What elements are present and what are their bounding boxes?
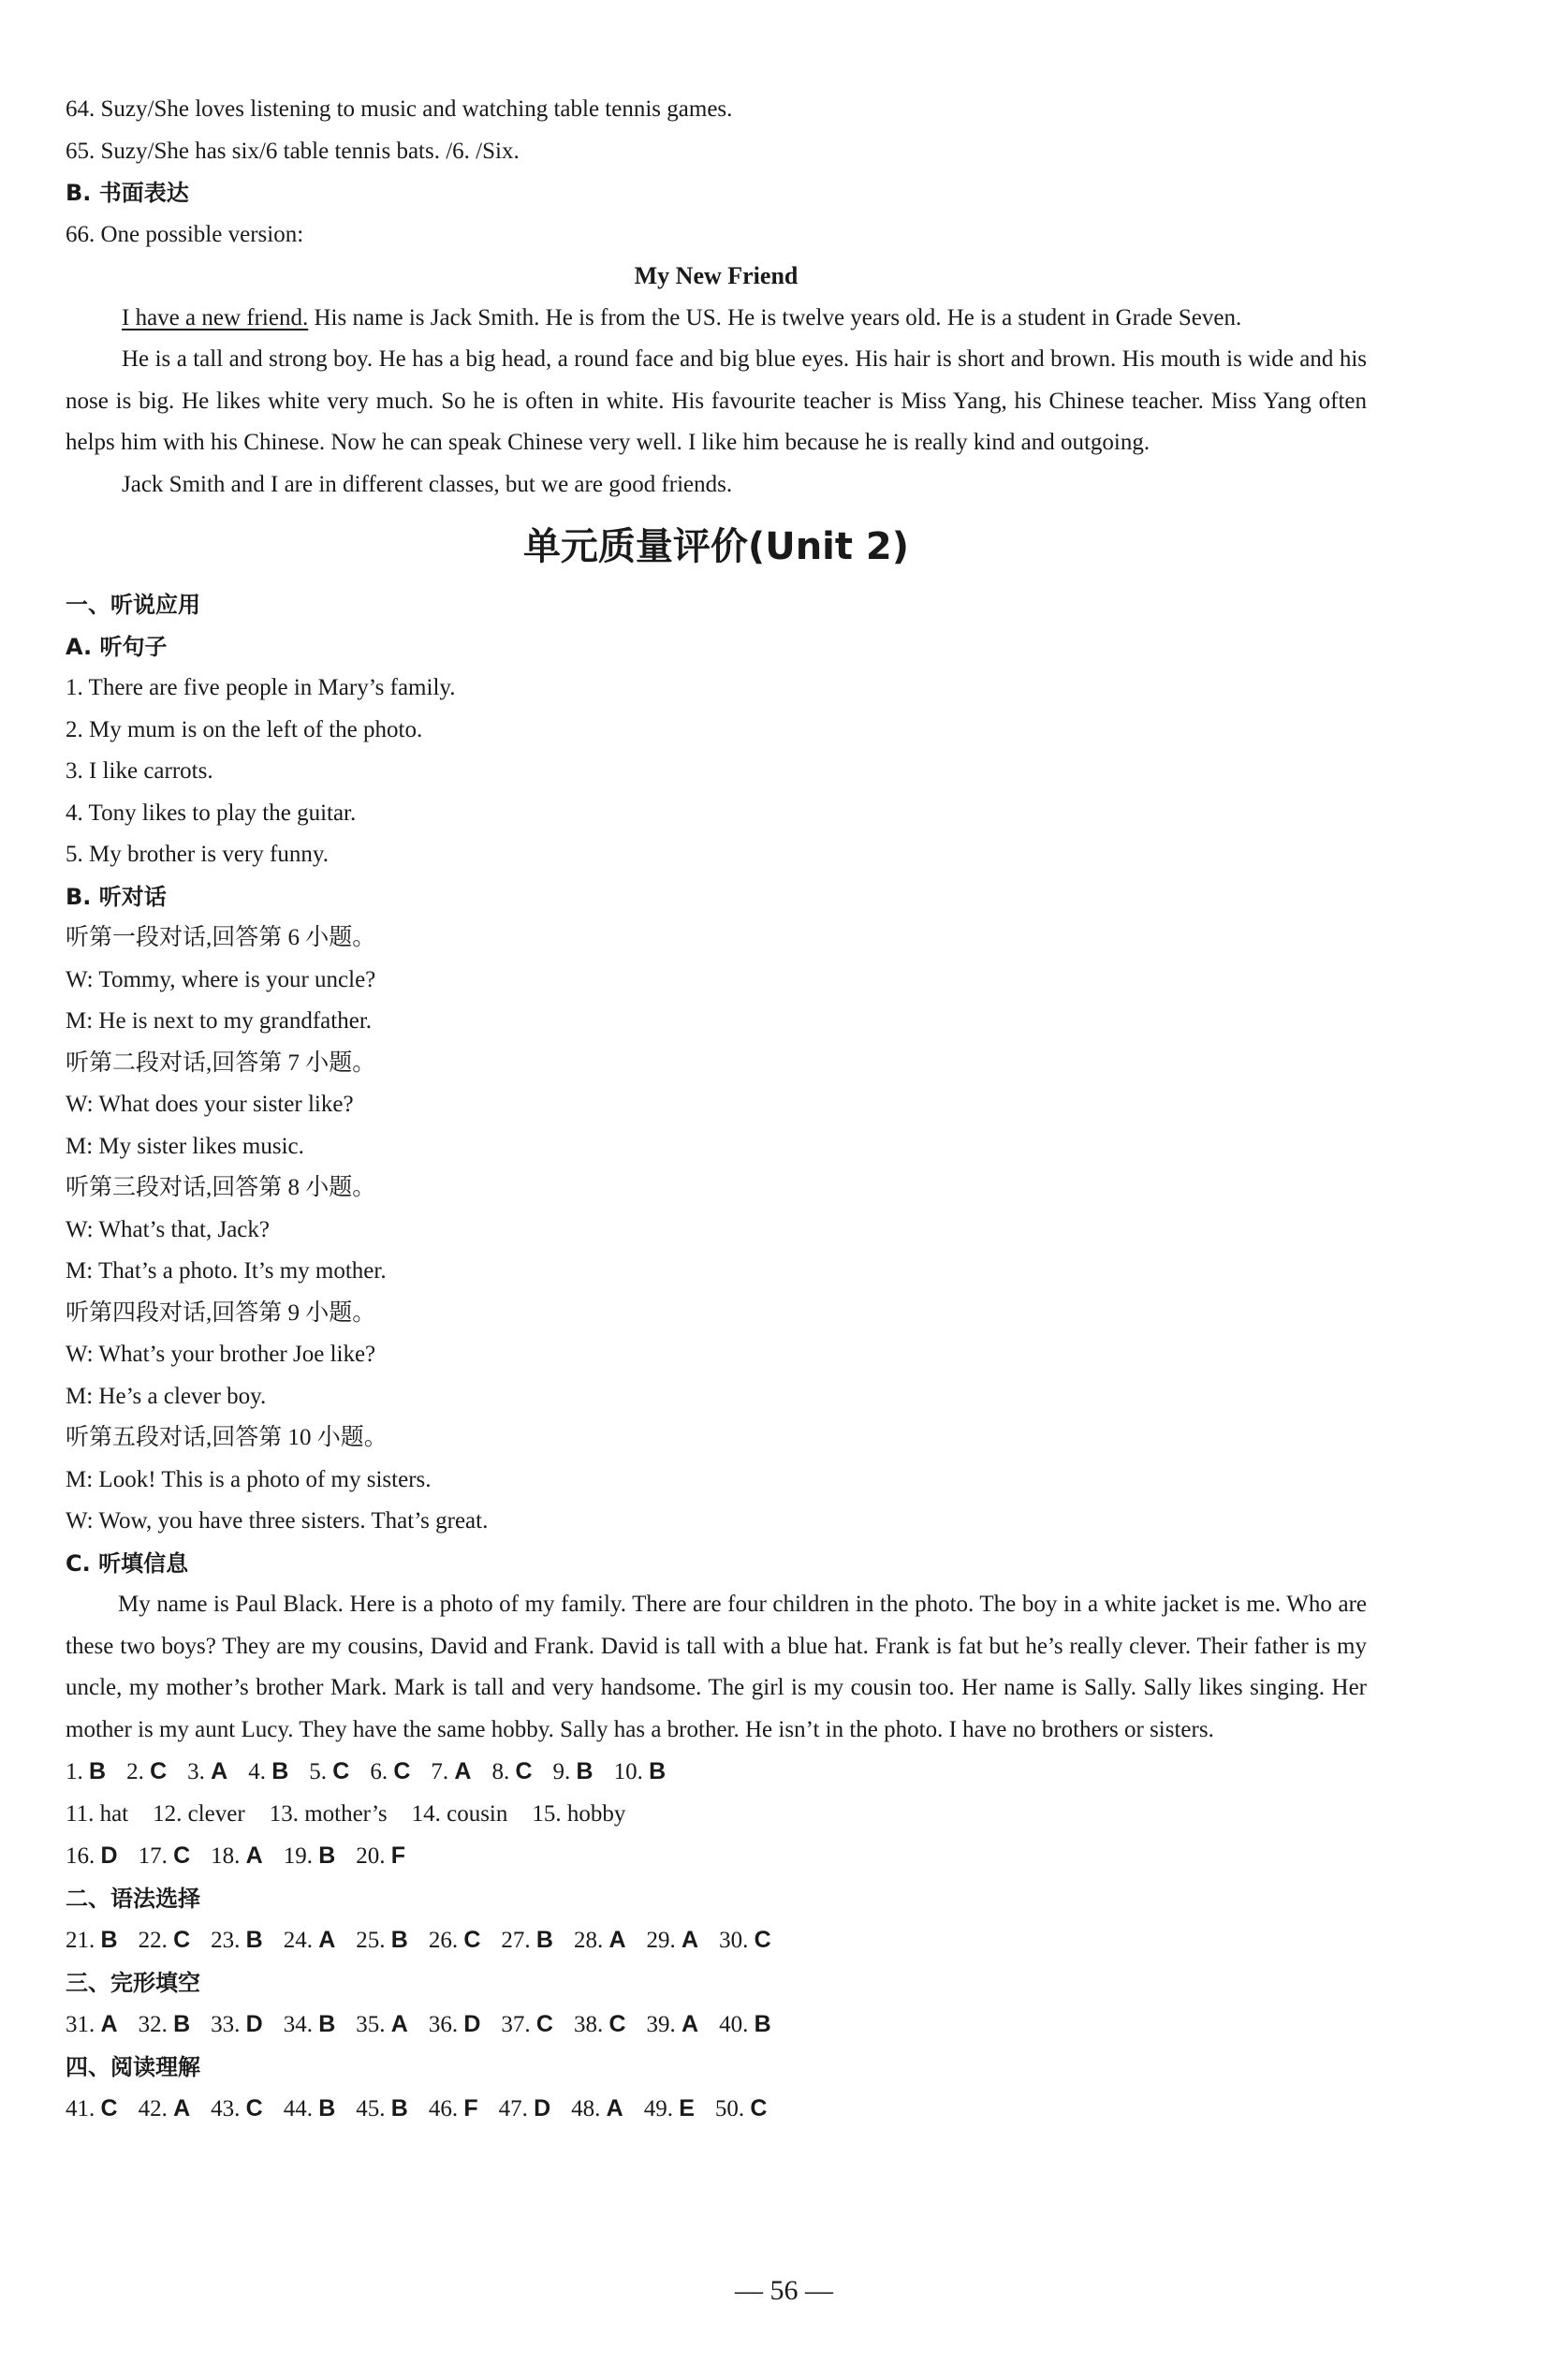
answer-item	[284, 1919, 336, 1962]
answer-item	[356, 1835, 405, 1878]
question-number: 6.	[370, 1759, 394, 1784]
answer-letter: D	[463, 2011, 481, 2037]
question-number: 43.	[211, 2096, 246, 2121]
listening-sentence: 5. My brother is very funny.	[66, 842, 329, 867]
dialogue-line: W: What does your sister like?	[66, 1092, 354, 1117]
question-number: 7.	[431, 1759, 455, 1784]
part-4-heading: 四、阅读理解	[66, 2053, 200, 2080]
answer-item: 15. hobby	[532, 1800, 626, 1827]
answer-letter: A	[211, 1758, 228, 1784]
answer-letter: B	[100, 1927, 118, 1953]
answer-item	[370, 1751, 410, 1794]
question-number: 38.	[573, 2012, 609, 2037]
answer-item	[187, 1751, 227, 1794]
dialogue-line: M: Look! This is a photo of my sisters.	[66, 1466, 432, 1492]
answer-letter: C	[535, 2011, 553, 2037]
answer-item	[248, 1751, 288, 1794]
answers-1-10	[66, 1751, 1367, 1794]
dialogue-line: M: He is next to my grandfather.	[66, 1008, 373, 1034]
answer-item	[501, 1919, 553, 1962]
answer-item	[66, 2088, 118, 2131]
answer-letter: B	[390, 2095, 408, 2121]
answer-letter: C	[332, 1758, 350, 1784]
part-1c-heading: C. 听填信息	[66, 1549, 189, 1577]
answer-item	[499, 2088, 551, 2131]
answer-letter: C	[173, 1927, 191, 1953]
question-number: 28.	[573, 1928, 609, 1953]
answer-letter: A	[608, 1927, 626, 1953]
listening-sentence: 2. My mum is on the left of the photo.	[66, 716, 423, 742]
answer-item	[429, 2004, 481, 2047]
question-number: 26.	[428, 1928, 464, 1953]
answer-item	[211, 2088, 263, 2131]
question-number: 37.	[501, 2012, 536, 2037]
question-number: 20.	[356, 1843, 391, 1869]
question-number: 33.	[211, 2012, 246, 2037]
question-number: 29.	[646, 1928, 681, 1953]
answer-item	[571, 2088, 623, 2131]
answer-letter: C	[393, 1758, 411, 1784]
question-number: 16.	[66, 1843, 101, 1869]
question-number: 19.	[283, 1843, 319, 1869]
answer-item	[574, 2004, 626, 2047]
answer-item	[139, 1919, 191, 1962]
question-number: 3.	[187, 1759, 212, 1784]
answer-item	[284, 1835, 336, 1878]
part-1b-heading: B. 听对话	[66, 883, 167, 910]
question-number: 35.	[356, 2012, 391, 2037]
question-number: 9.	[552, 1759, 577, 1784]
answer-letter: B	[318, 1842, 336, 1869]
question-number: 22.	[138, 1928, 174, 1953]
answer-item	[431, 1751, 471, 1794]
part-2-heading: 二、语法选择	[66, 1885, 200, 1912]
answer-letter: A	[100, 2011, 118, 2037]
answers-16-20	[66, 1835, 1367, 1878]
question-number: 25.	[356, 1928, 391, 1953]
question-number: 34.	[283, 2012, 319, 2037]
answer-letter: C	[515, 1758, 533, 1784]
answer-letter: B	[318, 2095, 336, 2121]
answer-letter: A	[245, 1842, 263, 1869]
answer-item	[139, 1835, 191, 1878]
dialogue-line: W: Tommy, where is your uncle?	[66, 966, 376, 992]
essay-paragraph-2: He is a tall and strong boy. He has a big head, a round face and big blue eyes. His hair is short and brown. His mouth is wide and his nose is big. He likes white very much. So he is often in white. His favourite teacher is Miss Yang, his Chinese teacher. Miss Yang often helps him with his Chinese. Now he can speak Chinese very well. I like him because he is really kind and outgoing.	[66, 346, 1367, 455]
question-number: 45.	[356, 2096, 391, 2121]
question-number: 5.	[309, 1759, 333, 1784]
answer-letter: B	[245, 1927, 263, 1953]
answer-letter: B	[390, 1927, 408, 1953]
answer-letter: F	[390, 1842, 406, 1869]
listening-dialogues	[66, 917, 1367, 1543]
page-number: — 56 —	[735, 2275, 833, 2306]
listening-passage: My name is Paul Black. Here is a photo of my family. There are four children in the photo. The boy in a white jacket is me. Who are these two boys? They are my cousins, David and Frank. David is tall with a blue hat. Frank is fat but he’s really clever. Their father is my uncle, my mother’s brother Mark. Mark is tall and very handsome. The girl is my cousin too. Her name is Sally. Sally likes singing. Her mother is my aunt Lucy. They have the same hobby. Sally has a brother. He isn’t in the photo. I have no brothers or sisters.	[66, 1592, 1367, 1742]
listening-sentences	[66, 668, 1367, 876]
answer-letter: C	[754, 1927, 771, 1953]
answer-item	[429, 1919, 481, 1962]
answer-item	[211, 1835, 263, 1878]
question-number: 17.	[138, 1843, 174, 1869]
question-number: 42.	[138, 2096, 174, 2121]
answer-item	[66, 1835, 118, 1878]
answer-item: 11. hat	[66, 1800, 129, 1827]
answer-letter: B	[173, 2011, 191, 2037]
question-number: 36.	[428, 2012, 464, 2037]
answer-letter: A	[681, 1927, 699, 1953]
part-3-heading: 三、完形填空	[66, 1969, 200, 1996]
answer-letter: D	[534, 2095, 551, 2121]
answer-item: 12. clever	[153, 1800, 245, 1827]
answer-item	[501, 2004, 553, 2047]
question-number: 10.	[613, 1759, 650, 1784]
answer-item	[356, 2004, 408, 2047]
answer-letter: E	[679, 2095, 695, 2121]
answer-letter: B	[318, 2011, 336, 2037]
essay-title: My New Friend	[634, 262, 799, 289]
answer-letter: A	[681, 2011, 699, 2037]
answer-item	[309, 1751, 349, 1794]
answer-item	[574, 1919, 626, 1962]
dialogue-line: W: Wow, you have three sisters. That’s great.	[66, 1508, 489, 1534]
question-number: 41.	[66, 2096, 101, 2121]
answer-item	[139, 2004, 191, 2047]
answer-item: 13. mother’s	[269, 1800, 388, 1827]
question-number: 47.	[498, 2096, 535, 2121]
answer-letter: C	[100, 2095, 118, 2121]
question-number: 39.	[646, 2012, 681, 2037]
answer-item	[66, 1919, 118, 1962]
answer-item	[715, 2088, 768, 2131]
answer-item	[644, 2088, 695, 2131]
answer-letter: A	[318, 1927, 336, 1953]
answer-letter: C	[750, 2095, 768, 2121]
answer-item	[647, 2004, 699, 2047]
question-number: 44.	[283, 2096, 319, 2121]
question-number: 2.	[126, 1759, 151, 1784]
dialogue-line: 听第四段对话,回答第 9 小题。	[66, 1299, 376, 1326]
answer-page	[66, 89, 1367, 2131]
answers-31-40	[66, 2004, 1367, 2047]
answer-item	[614, 1751, 667, 1794]
answer-letter: A	[390, 2011, 408, 2037]
answer-item	[211, 1919, 263, 1962]
answers-41-50	[66, 2088, 1367, 2131]
dialogue-line: 听第二段对话,回答第 7 小题。	[66, 1050, 376, 1076]
listening-sentence: 3. I like carrots.	[66, 758, 213, 784]
question-number: 18.	[211, 1843, 246, 1869]
answer-item	[211, 2004, 263, 2047]
dialogue-line: 听第三段对话,回答第 8 小题。	[66, 1175, 376, 1200]
answer-item	[429, 2088, 478, 2131]
answer-letter: B	[535, 1927, 553, 1953]
part-1a-heading: A. 听句子	[66, 633, 168, 660]
question-number: 40.	[719, 2012, 755, 2037]
question-number: 46.	[428, 2096, 464, 2121]
answer-item	[126, 1751, 167, 1794]
answer-letter: C	[173, 1842, 191, 1869]
dialogue-line: W: What’s your brother Joe like?	[66, 1342, 376, 1367]
answers-11-15	[66, 1794, 1367, 1836]
dialogue-line: M: My sister likes music.	[66, 1133, 304, 1159]
question-number: 4.	[248, 1759, 272, 1784]
section-heading-writing: B. 书面表达	[66, 180, 189, 206]
question-number: 31.	[66, 2012, 101, 2037]
dialogue-line: M: He’s a clever boy.	[66, 1383, 267, 1409]
dialogue-line: 听第一段对话,回答第 6 小题。	[66, 925, 376, 950]
answer-letter: A	[454, 1758, 472, 1784]
answer-item	[553, 1751, 593, 1794]
essay-underlined-sentence: I have a new friend.	[122, 304, 309, 330]
answer-item	[719, 1919, 771, 1962]
question-number: 1.	[66, 1759, 89, 1784]
answer-item	[356, 1919, 408, 1962]
dialogue-line: W: What’s that, Jack?	[66, 1216, 270, 1242]
answer-65: 65. Suzy/She has six/6 table tennis bats. /6. /Six.	[66, 138, 520, 164]
answers-21-30	[66, 1919, 1367, 1962]
answer-letter: B	[754, 2011, 771, 2037]
answer-letter: F	[463, 2095, 478, 2121]
essay-paragraph-1-rest: His name is Jack Smith. He is from the US. He is twelve years old. He is a student in Grade Seven.	[308, 304, 1242, 330]
answer-letter: C	[245, 2095, 263, 2121]
answer-letter: C	[463, 1927, 481, 1953]
answer-letter: C	[608, 2011, 626, 2037]
question-number: 23.	[211, 1928, 246, 1953]
answer-letter: B	[271, 1758, 289, 1784]
essay-paragraph-1	[66, 298, 1367, 340]
answer-letter: C	[150, 1758, 168, 1784]
dialogue-line: M: That’s a photo. It’s my mother.	[66, 1258, 387, 1284]
answer-letter: A	[173, 2095, 191, 2121]
answer-letter: D	[245, 2011, 263, 2037]
answer-item	[356, 2088, 408, 2131]
answer-letter: D	[100, 1842, 118, 1869]
dialogue-line: 听第五段对话,回答第 10 小题。	[66, 1425, 388, 1450]
answer-letter: B	[649, 1758, 667, 1784]
answer-item	[284, 2004, 336, 2047]
answer-item	[66, 1751, 106, 1794]
question-number: 27.	[501, 1928, 536, 1953]
part-1-heading: 一、听说应用	[66, 592, 200, 618]
answer-64: 64. Suzy/She loves listening to music and watching table tennis games.	[66, 96, 733, 122]
question-number: 30.	[719, 1928, 755, 1953]
question-number: 32.	[138, 2012, 174, 2037]
answer-item	[647, 1919, 699, 1962]
question-number: 50.	[714, 2096, 751, 2121]
question-number: 8.	[491, 1759, 516, 1784]
listening-sentence: 4. Tony likes to play the guitar.	[66, 800, 357, 826]
answer-letter: B	[89, 1758, 107, 1784]
question-number: 24.	[283, 1928, 319, 1953]
answer-item	[719, 2004, 771, 2047]
listening-sentence: 1. There are five people in Mary’s family.	[66, 675, 456, 700]
question-number: 49.	[643, 2096, 680, 2121]
question-number: 48.	[571, 2096, 607, 2121]
answer-item	[139, 2088, 191, 2131]
answer-item: 14. cousin	[411, 1800, 508, 1827]
answer-66-intro: 66. One possible version:	[66, 221, 304, 247]
unit-title: 单元质量评价(Unit 2)	[522, 525, 910, 568]
answer-item	[66, 2004, 118, 2047]
answer-item	[491, 1751, 532, 1794]
answer-letter: B	[576, 1758, 593, 1784]
question-number: 21.	[66, 1928, 101, 1953]
answer-letter: A	[606, 2095, 623, 2121]
essay-paragraph-3: Jack Smith and I are in different classes, but we are good friends.	[122, 471, 733, 497]
answer-item	[284, 2088, 336, 2131]
